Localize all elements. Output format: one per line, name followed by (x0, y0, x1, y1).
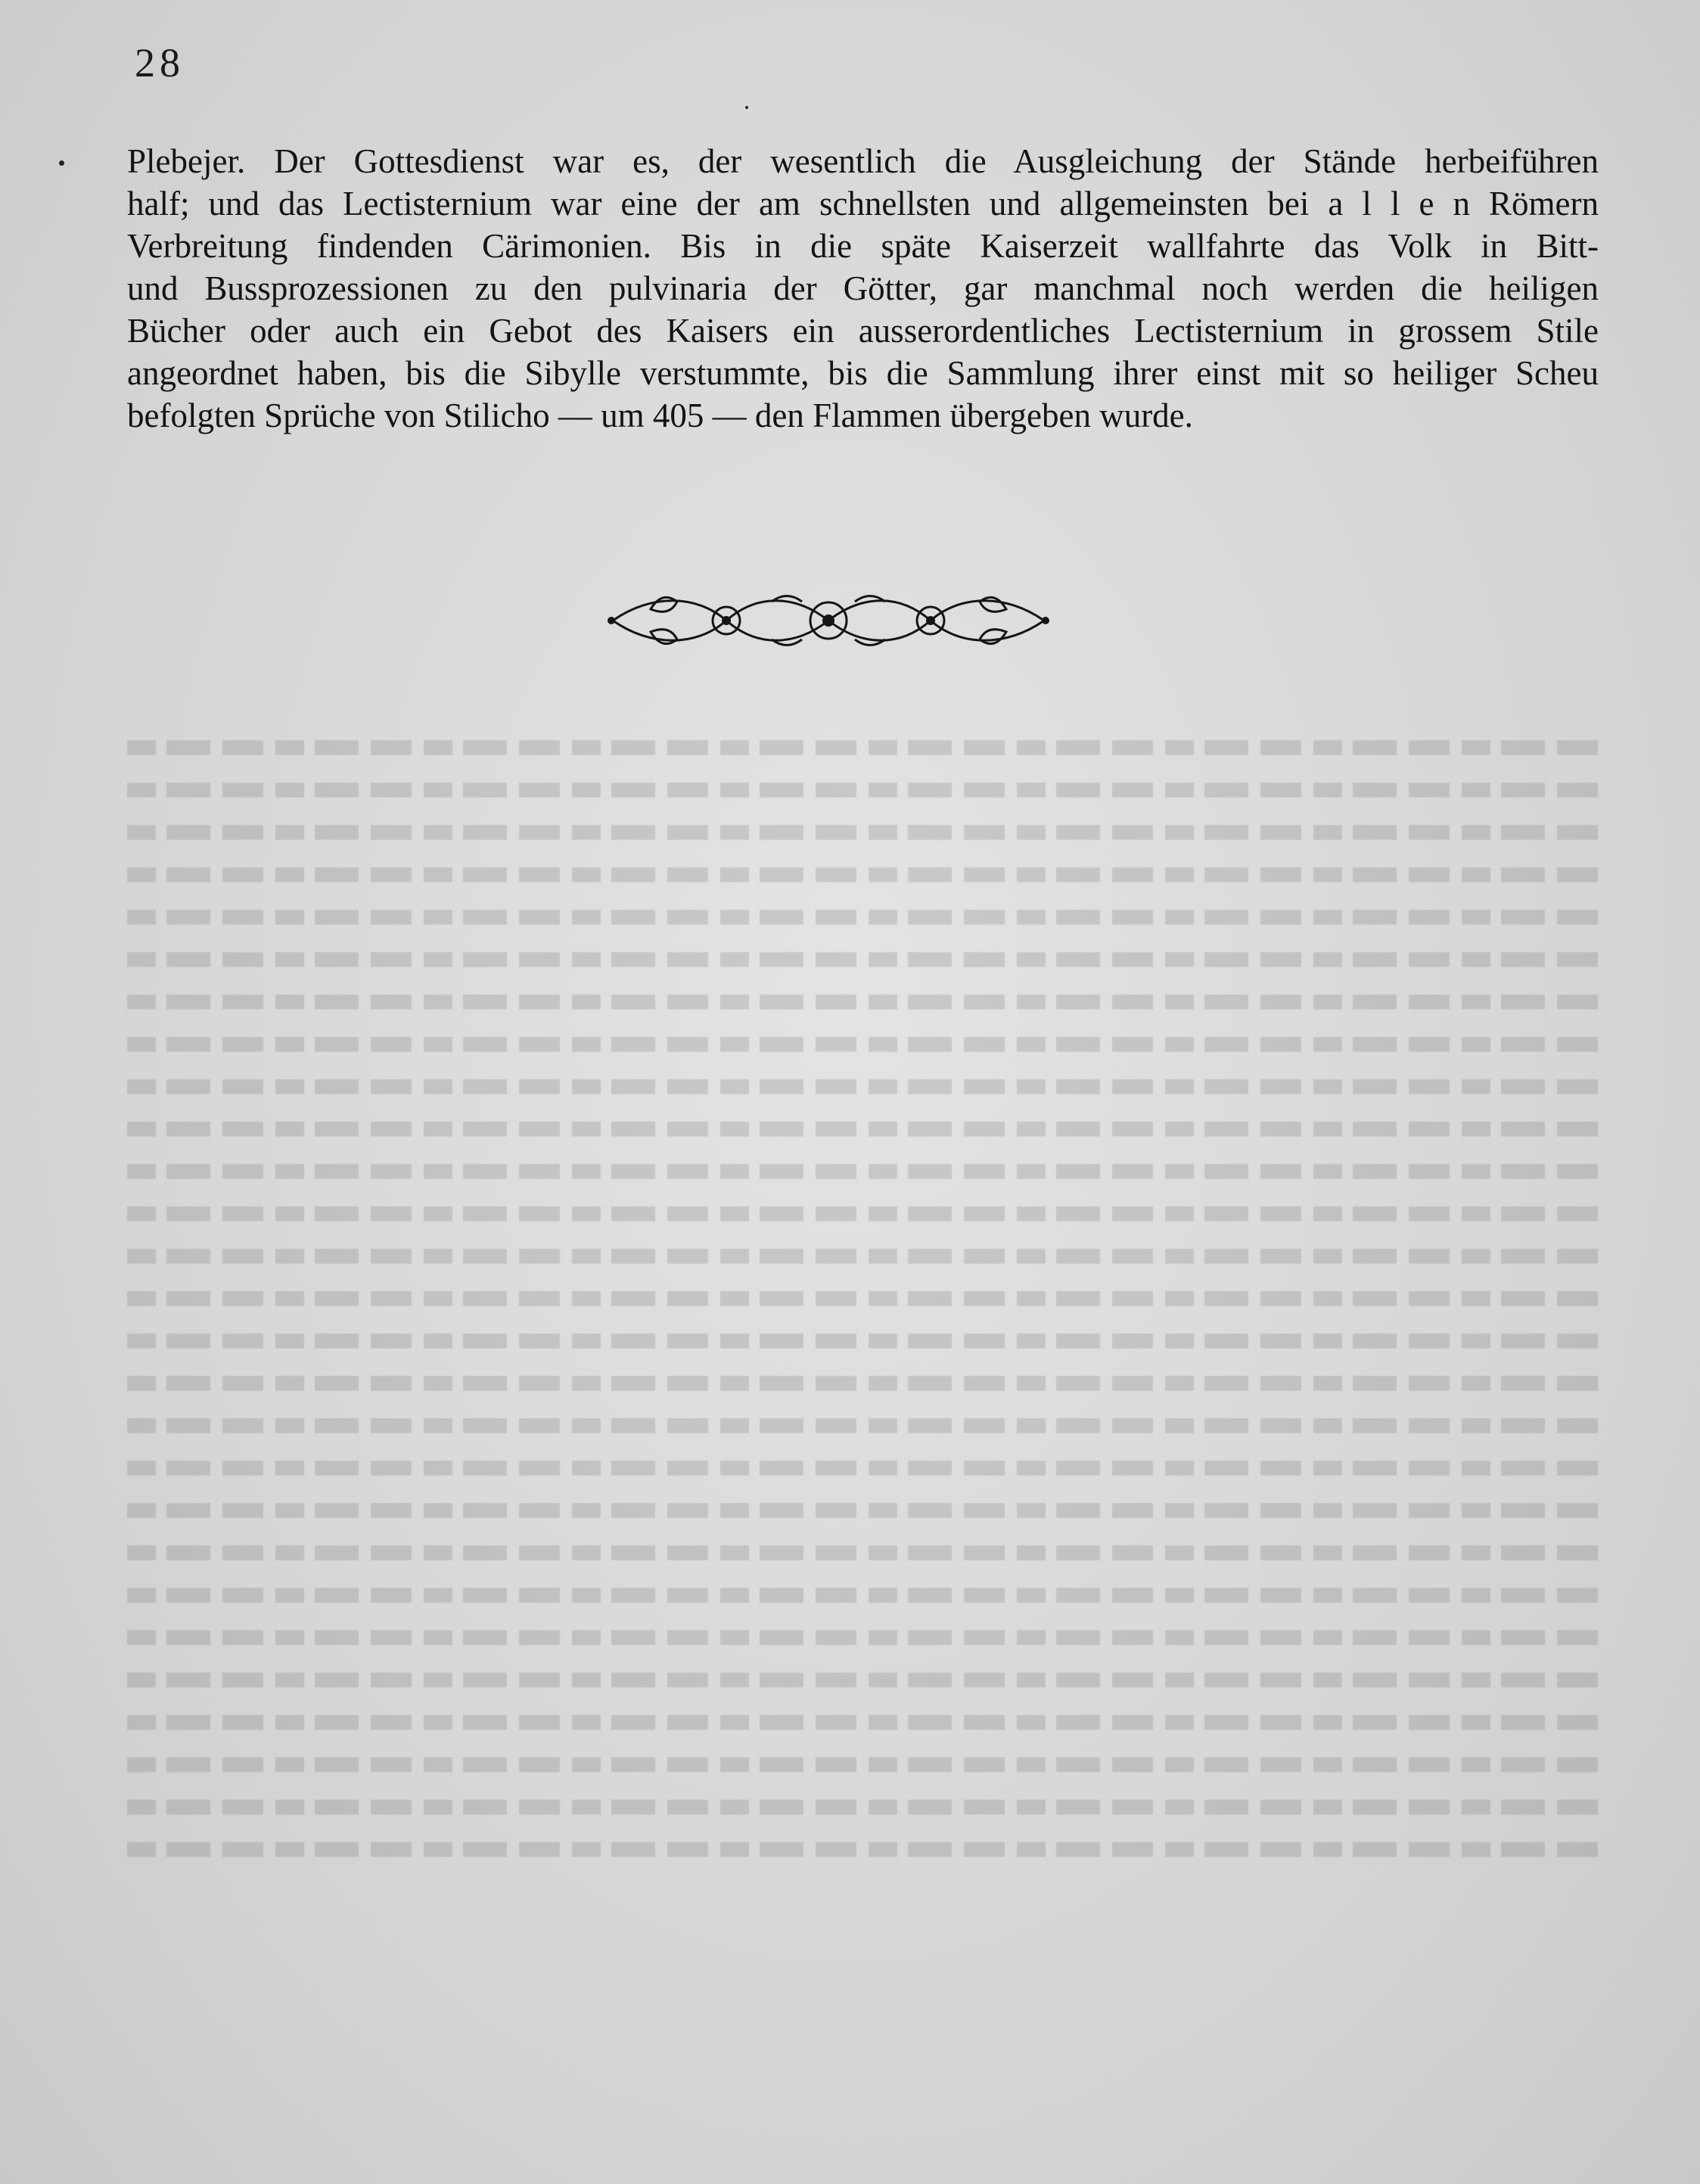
text-line: Verbreitung findenden Cärimonien. Bis in die späte Kaiserzeit wallfahrte das Volk in Bitt- (127, 227, 1599, 265)
text-line: half; und das Lectisternium war eine der am schnellsten und allgemeinsten bei a l l e n Römern (127, 185, 1599, 222)
text-line: angeordnet haben, bis die Sibylle verstummte, bis die Sammlung ihrer einst mit so heiliger Scheu (127, 354, 1599, 392)
text-line: Bücher oder auch ein Gebot des Kaisers ein ausserordentliches Lectisternium in grossem Stile (127, 312, 1599, 350)
show-through-text (127, 726, 1599, 2013)
text-line: befolgten Sprüche von Stilicho — um 405 — den Flammen übergeben wurde. (127, 397, 1193, 434)
page-number: 28 (135, 40, 185, 86)
text-line: und Bussprozessionen zu den pulvinaria der Götter, gar manchmal noch werden die heiligen (127, 269, 1599, 307)
text-line: Plebejer. Der Gottesdienst war es, der wesentlich die Ausgleichung der Stände herbeiführen (127, 142, 1599, 180)
ink-speck (745, 106, 748, 109)
body-paragraph (127, 140, 1599, 437)
ornament-vignette-icon (605, 579, 1052, 662)
ink-speck (59, 160, 64, 166)
